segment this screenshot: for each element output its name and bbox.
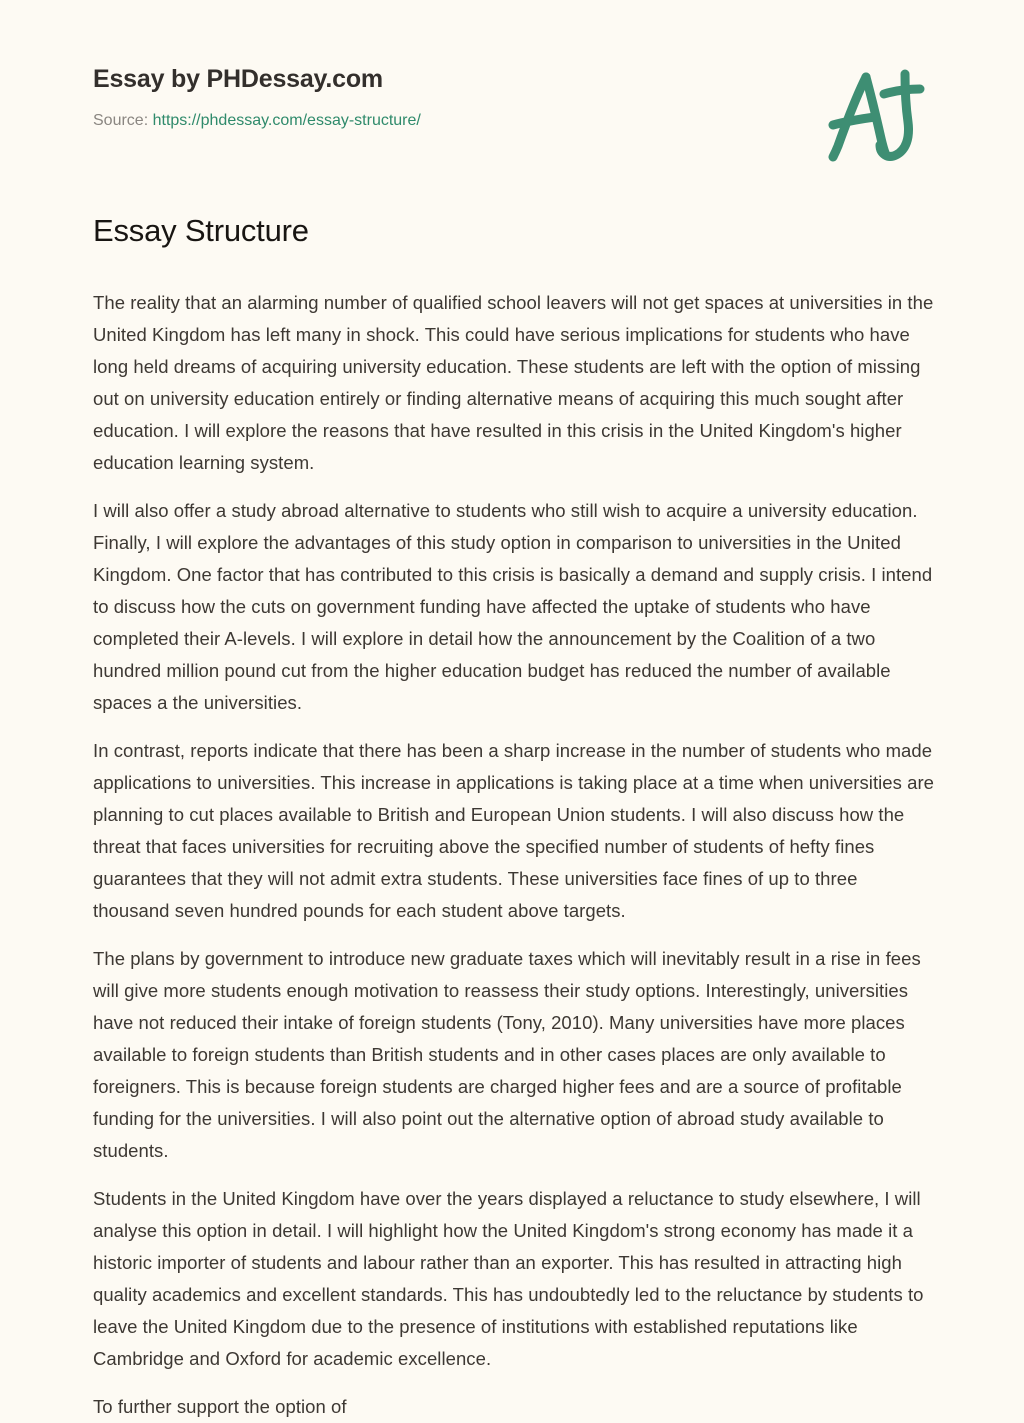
paragraph: To further support the option of xyxy=(93,1395,347,1417)
source-line xyxy=(93,111,933,130)
source-url-link[interactable]: https://phdessay.com/essay-structure/ xyxy=(152,112,421,129)
paragraph: The plans by government to introduce new graduate taxes which will inevitably result in a rise in fees will give more students enough motivation to reassess their study options. Interestingly, universities have not reduced their intake of foreign students (Tony, 2010). Many universities have more places available to foreign students than British students and in other cases places are only available to foreigners. This is because foreign students are charged higher fees and are a source of profitable funding for the universities. I will also point out the alternative option of abroad study available to students. xyxy=(93,947,921,1161)
brand-title: Essay by PHDessay.com xyxy=(93,65,383,93)
document-header xyxy=(93,64,933,130)
article-body xyxy=(93,213,936,1423)
source-label: Source: xyxy=(93,112,149,129)
paragraph: I will also offer a study abroad alternative to students who still wish to acquire a university education. Finally, I will explore the advantages of this study option in comparison to universities in the United Kingdom. One factor that has contributed to this crisis is basically a demand and supply crisis. I intend to discuss how the cuts on government funding have affected the uptake of students who have completed their A-levels. I will explore in detail how the announcement by the Coalition of a two hundred million pound cut from the higher education budget has reduced the number of available spaces a the universities. xyxy=(93,499,933,713)
a-plus-logo xyxy=(818,58,936,168)
paragraph: Students in the United Kingdom have over the years displayed a reluctance to study elsewhere, I will analyse this option in detail. I will highlight how the United Kingdom's strong economy has made it a historic importer of students and labour rather than an exporter. This has resulted in attracting high quality academics and excellent standards. This has undoubtedly led to the reluctance by students to leave the United Kingdom due to the presence of institutions with established reputations like Cambridge and Oxford for academic excellence. xyxy=(93,1187,924,1369)
paragraph: The reality that an alarming number of qualified school leavers will not get spaces at universities in the United Kingdom has left many in shock. This could have serious implications for students who have long held dreams of acquiring university education. These students are left with the option of missing out on university education entirely or finding alternative means of acquiring this much sought after education. I will explore the reasons that have resulted in this crisis in the United Kingdom's higher education learning system. xyxy=(93,291,934,473)
a-plus-logo-icon xyxy=(818,58,936,168)
paragraph: In contrast, reports indicate that there has been a sharp increase in the number of students who made applications to universities. This increase in applications is taking place at a time when universities are planning to cut places available to British and European Union students. I will also discuss how the threat that faces universities for recruiting above the specified number of students of hefty fines guarantees that they will not admit extra students. These universities face fines of up to three thousand seven hundred pounds for each student above targets. xyxy=(93,739,935,921)
page-title: Essay Structure xyxy=(93,213,309,248)
